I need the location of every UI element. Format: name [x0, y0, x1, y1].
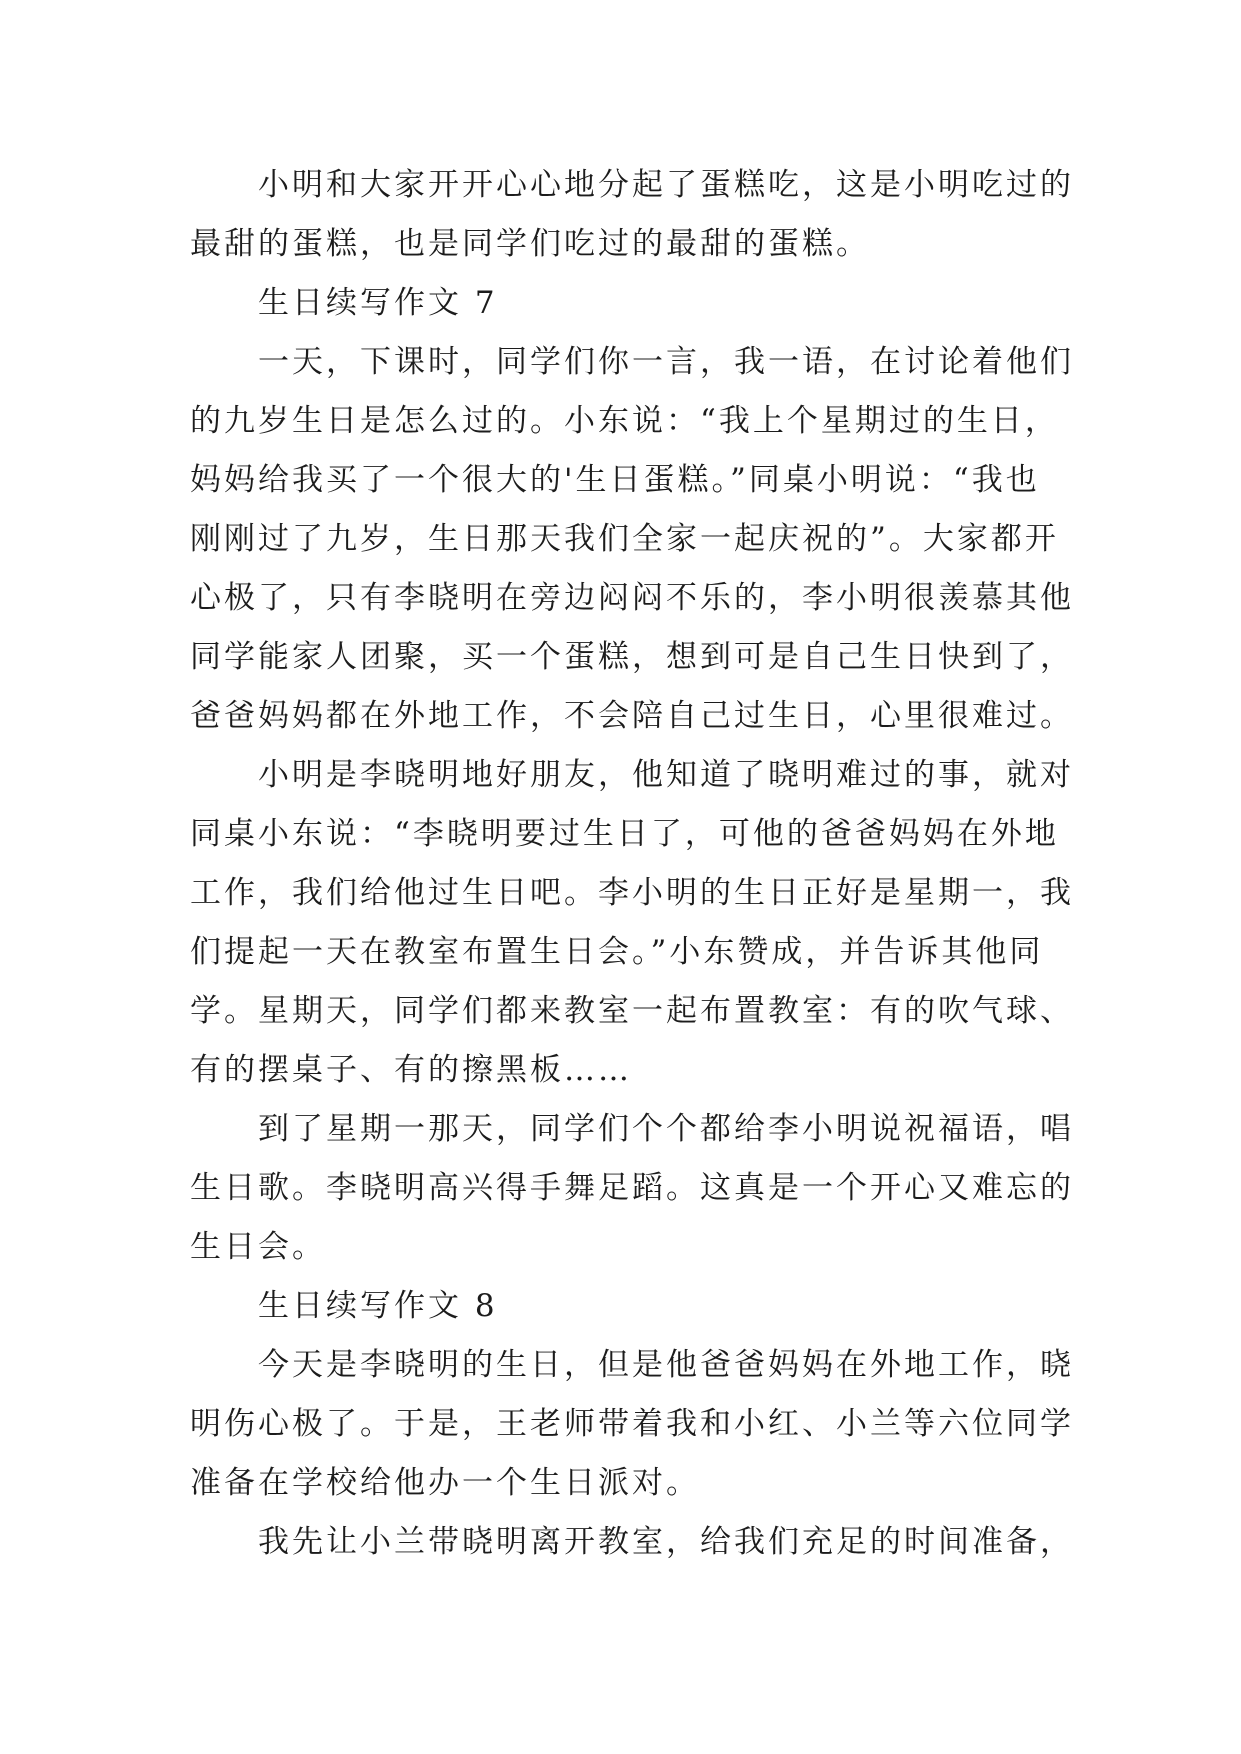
paragraph-line: 一天，下课时，同学们你一言，我一语，在讨论着他们: [258, 344, 1074, 380]
paragraph-line: 心极了，只有李晓明在旁边闷闷不乐的，李小明很羡慕其他: [190, 580, 1074, 616]
section-heading: 生日续写作文 8: [258, 1288, 498, 1324]
paragraph-line: 到了星期一那天，同学们个个都给李小明说祝福语，唱: [258, 1111, 1074, 1147]
paragraph-line: 小明和大家开开心心地分起了蛋糕吃，这是小明吃过的: [258, 167, 1074, 203]
section-heading: 生日续写作文 7: [258, 285, 498, 321]
document-body: [190, 156, 1074, 1572]
paragraph-line: 刚刚过了九岁，生日那天我们全家一起庆祝的”。大家都开: [190, 521, 1059, 557]
paragraph-line: 有的摆桌子、有的擦黑板……: [190, 1052, 632, 1088]
paragraph-line: 的九岁生日是怎么过的。小东说：“我上个星期过的生日，: [190, 403, 1059, 439]
paragraph-line: 爸爸妈妈都在外地工作，不会陪自己过生日，心里很难过。: [190, 698, 1074, 734]
paragraph-line: 准备在学校给他办一个生日派对。: [190, 1465, 700, 1501]
paragraph-line: 我先让小兰带晓明离开教室，给我们充足的时间准备，: [258, 1524, 1074, 1560]
paragraph-line: 同学能家人团聚，买一个蛋糕，想到可是自己生日快到了，: [190, 639, 1074, 675]
paragraph-line: 生日歌。李晓明高兴得手舞足蹈。这真是一个开心又难忘的: [190, 1170, 1074, 1206]
paragraph-line: 小明是李晓明地好朋友，他知道了晓明难过的事，就对: [258, 757, 1074, 793]
paragraph-line: 今天是李晓明的生日，但是他爸爸妈妈在外地工作，晓: [258, 1347, 1074, 1383]
paragraph-line: 明伤心极了。于是，王老师带着我和小红、小兰等六位同学: [190, 1406, 1074, 1442]
paragraph-line: 生日会。: [190, 1229, 326, 1265]
paragraph-line: 同桌小东说：“李晓明要过生日了，可他的爸爸妈妈在外地: [190, 816, 1059, 852]
paragraph-line: 妈妈给我买了一个很大的'生日蛋糕。”同桌小明说：“我也: [190, 462, 1040, 498]
paragraph-line: 最甜的蛋糕，也是同学们吃过的最甜的蛋糕。: [190, 226, 870, 262]
paragraph-line: 学。星期天，同学们都来教室一起布置教室：有的吹气球、: [190, 993, 1074, 1029]
paragraph-line: 工作，我们给他过生日吧。李小明的生日正好是星期一，我: [190, 875, 1074, 911]
paragraph-line: 们提起一天在教室布置生日会。”小东赞成，并告诉其他同: [190, 934, 1044, 970]
